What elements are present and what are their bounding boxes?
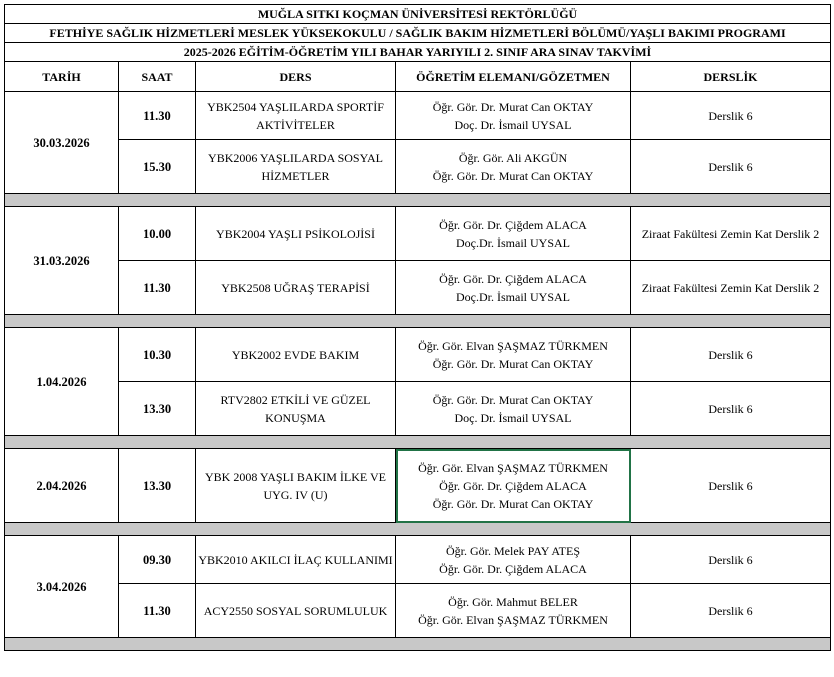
- separator-cell[interactable]: [5, 638, 831, 651]
- staff-cell[interactable]: [396, 92, 631, 140]
- time-cell[interactable]: 15.30: [119, 140, 196, 194]
- table-row: [5, 449, 831, 523]
- course-cell[interactable]: ACY2550 SOSYAL SORUMLULUK: [196, 584, 396, 638]
- staff-name: Öğr. Gör. Elvan ŞAŞMAZ TÜRKMEN: [418, 338, 608, 353]
- room-cell[interactable]: Derslik 6: [631, 449, 831, 523]
- table-row: [5, 536, 831, 584]
- staff-cell[interactable]: [396, 382, 631, 436]
- staff-name: Öğr. Gör. Dr. Murat Can OKTAY: [432, 168, 594, 183]
- course-cell[interactable]: YBK2002 EVDE BAKIM: [196, 328, 396, 382]
- staff-name: Doç.Dr. İsmail UYSAL: [456, 235, 570, 250]
- staff-cell[interactable]: [396, 328, 631, 382]
- date-cell[interactable]: 1.04.2026: [5, 328, 119, 436]
- staff-name: Doç.Dr. İsmail UYSAL: [456, 289, 570, 304]
- separator-row: [5, 194, 831, 207]
- staff-name: Öğr. Gör. Dr. Murat Can OKTAY: [432, 99, 594, 114]
- column-header-course[interactable]: DERS: [196, 62, 396, 92]
- staff-name: Doç. Dr. İsmail UYSAL: [454, 117, 572, 132]
- staff-name: Öğr. Gör. Elvan ŞAŞMAZ TÜRKMEN: [418, 612, 608, 627]
- staff-name: Öğr. Gör. Melek PAY ATEŞ: [445, 543, 581, 558]
- separator-cell[interactable]: [5, 194, 831, 207]
- date-cell[interactable]: 31.03.2026: [5, 207, 119, 315]
- time-cell[interactable]: 11.30: [119, 584, 196, 638]
- time-cell[interactable]: 10.00: [119, 207, 196, 261]
- room-cell[interactable]: Derslik 6: [631, 328, 831, 382]
- table-row: [5, 92, 831, 140]
- staff-name: Öğr. Gör. Dr. Çiğdem ALACA: [439, 478, 587, 493]
- staff-name: Doç. Dr. İsmail UYSAL: [454, 410, 572, 425]
- separator-row: [5, 315, 831, 328]
- table-row: [5, 584, 831, 638]
- course-cell[interactable]: YBK2004 YAŞLI PSİKOLOJİSİ: [196, 207, 396, 261]
- separator-cell[interactable]: [5, 436, 831, 449]
- table-row: [5, 207, 831, 261]
- time-cell[interactable]: 11.30: [119, 92, 196, 140]
- date-cell[interactable]: 2.04.2026: [5, 449, 119, 523]
- separator-cell[interactable]: [5, 315, 831, 328]
- separator-row: [5, 638, 831, 651]
- university-title[interactable]: MUĞLA SITKI KOÇMAN ÜNİVERSİTESİ REKTÖRLÜĞÜ: [5, 5, 831, 24]
- staff-cell[interactable]: [396, 140, 631, 194]
- staff-name: Öğr. Gör. Dr. Çiğdem ALACA: [439, 217, 587, 232]
- course-cell[interactable]: RTV2802 ETKİLİ VE GÜZEL KONUŞMA: [196, 382, 396, 436]
- column-header-time[interactable]: SAAT: [119, 62, 196, 92]
- staff-cell[interactable]: [396, 207, 631, 261]
- room-cell[interactable]: Derslik 6: [631, 584, 831, 638]
- staff-cell[interactable]: [396, 584, 631, 638]
- room-cell[interactable]: Derslik 6: [631, 382, 831, 436]
- staff-name: Öğr. Gör. Dr. Murat Can OKTAY: [432, 392, 594, 407]
- staff-name: Öğr. Gör. Ali AKGÜN: [458, 150, 568, 165]
- time-cell[interactable]: 11.30: [119, 261, 196, 315]
- exam-schedule-table: [4, 4, 831, 651]
- table-row: [5, 382, 831, 436]
- course-cell[interactable]: YBK2006 YAŞLILARDA SOSYAL HİZMETLER: [196, 140, 396, 194]
- separator-row: [5, 436, 831, 449]
- room-cell[interactable]: Derslik 6: [631, 536, 831, 584]
- room-cell[interactable]: Derslik 6: [631, 140, 831, 194]
- course-cell[interactable]: YBK2504 YAŞLILARDA SPORTİF AKTİVİTELER: [196, 92, 396, 140]
- table-row: [5, 328, 831, 382]
- staff-name: Öğr. Gör. Mahmut BELER: [448, 594, 578, 609]
- course-cell[interactable]: YBK 2008 YAŞLI BAKIM İLKE VE UYG. IV (U): [196, 449, 396, 523]
- room-cell[interactable]: Ziraat Fakültesi Zemin Kat Derslik 2: [631, 261, 831, 315]
- schedule-title[interactable]: 2025-2026 EĞİTİM-ÖĞRETİM YILI BAHAR YARIYILI 2. SINIF ARA SINAV TAKVİMİ: [5, 43, 831, 62]
- staff-name: Öğr. Gör. Dr. Çiğdem ALACA: [439, 271, 587, 286]
- staff-name: Öğr. Gör. Dr. Çiğdem ALACA: [439, 561, 587, 576]
- separator-cell[interactable]: [5, 523, 831, 536]
- room-cell[interactable]: Derslik 6: [631, 92, 831, 140]
- table-row: [5, 140, 831, 194]
- column-header-room[interactable]: DERSLİK: [631, 62, 831, 92]
- staff-cell[interactable]: [396, 261, 631, 315]
- separator-row: [5, 523, 831, 536]
- staff-cell[interactable]: [396, 536, 631, 584]
- staff-cell-selected[interactable]: [396, 449, 631, 523]
- course-cell[interactable]: YBK2010 AKILCI İLAÇ KULLANIMI: [196, 536, 396, 584]
- department-title[interactable]: FETHİYE SAĞLIK HİZMETLERİ MESLEK YÜKSEKOKULU / SAĞLIK BAKIM HİZMETLERİ BÖLÜMÜ/YAŞLI BAKIMI PROGRAMI: [5, 24, 831, 43]
- time-cell[interactable]: 10.30: [119, 328, 196, 382]
- staff-name: Öğr. Gör. Elvan ŞAŞMAZ TÜRKMEN: [418, 460, 608, 475]
- time-cell[interactable]: 13.30: [119, 449, 196, 523]
- column-header-date[interactable]: TARİH: [5, 62, 119, 92]
- time-cell[interactable]: 09.30: [119, 536, 196, 584]
- column-header-staff[interactable]: ÖĞRETİM ELEMANI/GÖZETMEN: [396, 62, 631, 92]
- room-cell[interactable]: Ziraat Fakültesi Zemin Kat Derslik 2: [631, 207, 831, 261]
- staff-name: Öğr. Gör. Dr. Murat Can OKTAY: [432, 356, 594, 371]
- table-row: [5, 261, 831, 315]
- date-cell[interactable]: 3.04.2026: [5, 536, 119, 638]
- course-cell[interactable]: YBK2508 UĞRAŞ TERAPİSİ: [196, 261, 396, 315]
- date-cell[interactable]: 30.03.2026: [5, 92, 119, 194]
- staff-name: Öğr. Gör. Dr. Murat Can OKTAY: [432, 496, 594, 511]
- time-cell[interactable]: 13.30: [119, 382, 196, 436]
